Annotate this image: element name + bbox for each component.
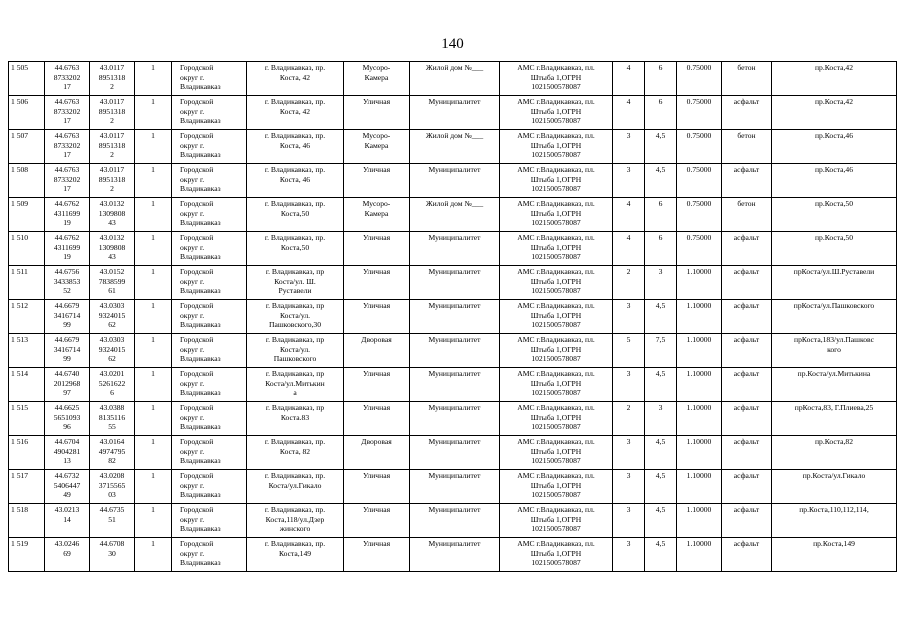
cell-operator: АМС г.Владикавказ, пл. Штыба 1,ОГРН 1021500578087 [500, 402, 613, 436]
cell-operator: АМС г.Владикавказ, пл. Штыба 1,ОГРН 1021500578087 [500, 130, 613, 164]
cell-latitude: 43.0246 69 [45, 538, 90, 572]
cell-container-count: 1 [135, 300, 172, 334]
cell-record-number: 1 519 [9, 538, 45, 572]
cell-container-count: 1 [135, 62, 172, 96]
cell-serviced-objects: пр.Коста,50 [772, 198, 897, 232]
cell-record-number: 1 518 [9, 504, 45, 538]
cell-surface: асфальт [722, 368, 772, 402]
cell-longitude: 43.0208 3715565 03 [90, 470, 135, 504]
cell-longitude: 43.0117 8951318 2 [90, 96, 135, 130]
cell-container-count: 1 [135, 164, 172, 198]
cell-operator: АМС г.Владикавказ, пл. Штыба 1,ОГРН 1021500578087 [500, 368, 613, 402]
cell-longitude: 43.0132 1309808 43 [90, 232, 135, 266]
cell-serviced-objects: прКоста/ул.Пашковского [772, 300, 897, 334]
cell-latitude: 44.6763 8733202 17 [45, 62, 90, 96]
table-row [9, 538, 897, 572]
cell-site-type: Уличная [344, 300, 410, 334]
cell-serviced-objects: пр.Коста,82 [772, 436, 897, 470]
table-row [9, 232, 897, 266]
cell-surface: асфальт [722, 232, 772, 266]
cell-container-volume: 1.10000 [677, 504, 722, 538]
cell-surface: бетон [722, 130, 772, 164]
cell-area-m2: 4 [613, 198, 645, 232]
cell-address: г. Владикавказ, пр. Коста, 82 [247, 436, 344, 470]
cell-area-m2: 2 [613, 402, 645, 436]
cell-site-type: Уличная [344, 402, 410, 436]
cell-operator: АМС г.Владикавказ, пл. Штыба 1,ОГРН 1021500578087 [500, 232, 613, 266]
cell-surface: асфальт [722, 538, 772, 572]
cell-volume-m3: 4,5 [645, 368, 677, 402]
cell-site-type: Уличная [344, 232, 410, 266]
cell-volume-m3: 7,5 [645, 334, 677, 368]
cell-owner-type: Жилой дом №___ [410, 198, 500, 232]
cell-record-number: 1 508 [9, 164, 45, 198]
cell-longitude: 43.0152 7838599 61 [90, 266, 135, 300]
cell-latitude: 44.6732 5406447 49 [45, 470, 90, 504]
cell-address: г. Владикавказ, пр. Коста, 46 [247, 130, 344, 164]
cell-serviced-objects: пр.Коста/ул.Митькина [772, 368, 897, 402]
cell-owner-type: Муниципалитет [410, 402, 500, 436]
cell-serviced-objects: пр.Коста,42 [772, 96, 897, 130]
cell-container-count: 1 [135, 96, 172, 130]
cell-address: г. Владикавказ, пр. Коста,118/ул.Дзер жинского [247, 504, 344, 538]
cell-district: Городской округ г. Владикавказ [172, 300, 247, 334]
cell-district: Городской округ г. Владикавказ [172, 368, 247, 402]
cell-serviced-objects: пр.Коста,42 [772, 62, 897, 96]
cell-latitude: 44.6763 8733202 17 [45, 130, 90, 164]
table-row [9, 300, 897, 334]
cell-container-count: 1 [135, 368, 172, 402]
cell-area-m2: 3 [613, 130, 645, 164]
cell-site-type: Уличная [344, 470, 410, 504]
cell-container-volume: 1.10000 [677, 300, 722, 334]
cell-latitude: 44.6762 4311699 19 [45, 232, 90, 266]
cell-container-volume: 1.10000 [677, 538, 722, 572]
cell-latitude: 44.6625 5651093 96 [45, 402, 90, 436]
cell-district: Городской округ г. Владикавказ [172, 232, 247, 266]
cell-district: Городской округ г. Владикавказ [172, 504, 247, 538]
cell-district: Городской округ г. Владикавказ [172, 334, 247, 368]
cell-container-volume: 1.10000 [677, 266, 722, 300]
cell-district: Городской округ г. Владикавказ [172, 62, 247, 96]
cell-longitude: 43.0164 4974795 82 [90, 436, 135, 470]
cell-area-m2: 3 [613, 164, 645, 198]
cell-volume-m3: 3 [645, 266, 677, 300]
cell-longitude: 43.0388 8135116 55 [90, 402, 135, 436]
cell-area-m2: 4 [613, 232, 645, 266]
table-row [9, 504, 897, 538]
cell-operator: АМС г.Владикавказ, пл. Штыба 1,ОГРН 1021500578087 [500, 62, 613, 96]
table-row [9, 334, 897, 368]
cell-longitude: 43.0132 1309808 43 [90, 198, 135, 232]
cell-owner-type: Муниципалитет [410, 266, 500, 300]
cell-owner-type: Муниципалитет [410, 538, 500, 572]
cell-surface: асфальт [722, 164, 772, 198]
cell-serviced-objects: пр.Коста,46 [772, 164, 897, 198]
table-row [9, 198, 897, 232]
cell-surface: асфальт [722, 300, 772, 334]
cell-container-volume: 1.10000 [677, 402, 722, 436]
cell-surface: асфальт [722, 470, 772, 504]
cell-container-volume: 0.75000 [677, 164, 722, 198]
table-row [9, 436, 897, 470]
table-row [9, 164, 897, 198]
table-row [9, 470, 897, 504]
cell-container-count: 1 [135, 538, 172, 572]
cell-serviced-objects: пр.Коста,50 [772, 232, 897, 266]
cell-site-type: Мусоро- Камера [344, 130, 410, 164]
cell-serviced-objects: прКоста,183/ул.Пашковс кого [772, 334, 897, 368]
cell-operator: АМС г.Владикавказ, пл. Штыба 1,ОГРН 1021500578087 [500, 300, 613, 334]
cell-record-number: 1 516 [9, 436, 45, 470]
table-row [9, 402, 897, 436]
table-row [9, 130, 897, 164]
cell-record-number: 1 512 [9, 300, 45, 334]
cell-area-m2: 3 [613, 300, 645, 334]
cell-container-volume: 1.10000 [677, 368, 722, 402]
cell-longitude: 43.0303 9324015 62 [90, 300, 135, 334]
cell-container-count: 1 [135, 402, 172, 436]
cell-volume-m3: 4,5 [645, 300, 677, 334]
page-number: 140 [441, 36, 464, 52]
cell-serviced-objects: пр.Коста/ул.Гикало [772, 470, 897, 504]
cell-serviced-objects: пр.Коста,110,112,114, [772, 504, 897, 538]
cell-record-number: 1 506 [9, 96, 45, 130]
cell-surface: асфальт [722, 504, 772, 538]
cell-record-number: 1 509 [9, 198, 45, 232]
cell-container-volume: 0.75000 [677, 130, 722, 164]
cell-site-type: Уличная [344, 368, 410, 402]
cell-record-number: 1 515 [9, 402, 45, 436]
cell-serviced-objects: прКоста/ул.Ш.Руставели [772, 266, 897, 300]
cell-address: г. Владикавказ, пр. Коста, 42 [247, 62, 344, 96]
cell-volume-m3: 6 [645, 96, 677, 130]
cell-surface: асфальт [722, 436, 772, 470]
cell-address: г. Владикавказ, пр Коста.83 [247, 402, 344, 436]
cell-site-type: Дворовая [344, 436, 410, 470]
cell-serviced-objects: пр.Коста,149 [772, 538, 897, 572]
cell-operator: АМС г.Владикавказ, пл. Штыба 1,ОГРН 1021500578087 [500, 96, 613, 130]
cell-operator: АМС г.Владикавказ, пл. Штыба 1,ОГРН 1021500578087 [500, 334, 613, 368]
cell-container-volume: 0.75000 [677, 232, 722, 266]
cell-container-volume: 0.75000 [677, 198, 722, 232]
cell-operator: АМС г.Владикавказ, пл. Штыба 1,ОГРН 1021500578087 [500, 198, 613, 232]
cell-container-count: 1 [135, 334, 172, 368]
cell-owner-type: Муниципалитет [410, 470, 500, 504]
cell-address: г. Владикавказ, пр. Коста,50 [247, 232, 344, 266]
cell-container-count: 1 [135, 436, 172, 470]
cell-record-number: 1 514 [9, 368, 45, 402]
cell-district: Городской округ г. Владикавказ [172, 436, 247, 470]
cell-operator: АМС г.Владикавказ, пл. Штыба 1,ОГРН 1021500578087 [500, 470, 613, 504]
cell-container-count: 1 [135, 504, 172, 538]
cell-area-m2: 3 [613, 436, 645, 470]
cell-district: Городской округ г. Владикавказ [172, 266, 247, 300]
cell-record-number: 1 507 [9, 130, 45, 164]
cell-owner-type: Муниципалитет [410, 300, 500, 334]
cell-area-m2: 3 [613, 504, 645, 538]
cell-latitude: 44.6679 3416714 99 [45, 300, 90, 334]
cell-area-m2: 2 [613, 266, 645, 300]
cell-latitude: 44.6762 4311699 19 [45, 198, 90, 232]
cell-owner-type: Муниципалитет [410, 334, 500, 368]
cell-address: г. Владикавказ, пр. Коста,149 [247, 538, 344, 572]
cell-record-number: 1 513 [9, 334, 45, 368]
cell-area-m2: 3 [613, 368, 645, 402]
table-row [9, 266, 897, 300]
cell-longitude: 44.6708 30 [90, 538, 135, 572]
cell-site-type: Уличная [344, 538, 410, 572]
cell-record-number: 1 510 [9, 232, 45, 266]
cell-longitude: 43.0117 8951318 2 [90, 62, 135, 96]
cell-latitude: 44.6756 3433853 52 [45, 266, 90, 300]
cell-district: Городской округ г. Владикавказ [172, 470, 247, 504]
cell-area-m2: 3 [613, 538, 645, 572]
cell-owner-type: Муниципалитет [410, 436, 500, 470]
cell-volume-m3: 6 [645, 198, 677, 232]
cell-area-m2: 3 [613, 470, 645, 504]
cell-record-number: 1 517 [9, 470, 45, 504]
cell-site-type: Мусоро- Камера [344, 62, 410, 96]
cell-operator: АМС г.Владикавказ, пл. Штыба 1,ОГРН 1021500578087 [500, 538, 613, 572]
cell-latitude: 44.6763 8733202 17 [45, 96, 90, 130]
cell-volume-m3: 4,5 [645, 470, 677, 504]
cell-volume-m3: 6 [645, 62, 677, 96]
cell-container-count: 1 [135, 232, 172, 266]
cell-address: г. Владикавказ, пр Коста/ул.Митькин а [247, 368, 344, 402]
cell-site-type: Дворовая [344, 334, 410, 368]
cell-volume-m3: 4,5 [645, 164, 677, 198]
cell-longitude: 43.0117 8951318 2 [90, 130, 135, 164]
cell-owner-type: Муниципалитет [410, 96, 500, 130]
cell-owner-type: Муниципалитет [410, 368, 500, 402]
cell-district: Городской округ г. Владикавказ [172, 96, 247, 130]
cell-record-number: 1 511 [9, 266, 45, 300]
table-body [9, 62, 897, 572]
cell-latitude: 43.0213 14 [45, 504, 90, 538]
cell-site-type: Мусоро- Камера [344, 198, 410, 232]
cell-surface: бетон [722, 198, 772, 232]
table-row [9, 62, 897, 96]
cell-volume-m3: 6 [645, 232, 677, 266]
cell-site-type: Уличная [344, 164, 410, 198]
cell-volume-m3: 4,5 [645, 130, 677, 164]
cell-address: г. Владикавказ, пр. Коста, 42 [247, 96, 344, 130]
cell-operator: АМС г.Владикавказ, пл. Штыба 1,ОГРН 1021500578087 [500, 164, 613, 198]
cell-surface: асфальт [722, 266, 772, 300]
cell-container-volume: 0.75000 [677, 62, 722, 96]
cell-address: г. Владикавказ, пр. Коста, 46 [247, 164, 344, 198]
cell-container-volume: 1.10000 [677, 470, 722, 504]
cell-site-type: Уличная [344, 96, 410, 130]
cell-owner-type: Жилой дом №___ [410, 62, 500, 96]
cell-latitude: 44.6679 3416714 99 [45, 334, 90, 368]
cell-site-type: Уличная [344, 266, 410, 300]
cell-volume-m3: 4,5 [645, 436, 677, 470]
cell-latitude: 44.6704 4904281 13 [45, 436, 90, 470]
cell-address: г. Владикавказ, пр. Коста,50 [247, 198, 344, 232]
cell-area-m2: 4 [613, 96, 645, 130]
cell-container-volume: 0.75000 [677, 96, 722, 130]
cell-volume-m3: 3 [645, 402, 677, 436]
cell-container-volume: 1.10000 [677, 436, 722, 470]
cell-site-type: Уличная [344, 504, 410, 538]
cell-operator: АМС г.Владикавказ, пл. Штыба 1,ОГРН 1021500578087 [500, 436, 613, 470]
cell-container-count: 1 [135, 130, 172, 164]
cell-address: г. Владикавказ, пр. Коста/ул.Гикало [247, 470, 344, 504]
cell-serviced-objects: пр.Коста,46 [772, 130, 897, 164]
cell-surface: асфальт [722, 96, 772, 130]
cell-longitude: 44.6735 51 [90, 504, 135, 538]
table-row [9, 96, 897, 130]
cell-container-count: 1 [135, 470, 172, 504]
cell-owner-type: Муниципалитет [410, 504, 500, 538]
cell-operator: АМС г.Владикавказ, пл. Штыба 1,ОГРН 1021500578087 [500, 266, 613, 300]
cell-district: Городской округ г. Владикавказ [172, 164, 247, 198]
cell-container-count: 1 [135, 266, 172, 300]
cell-longitude: 43.0303 9324015 62 [90, 334, 135, 368]
container-site-registry-table [8, 61, 897, 572]
cell-container-count: 1 [135, 198, 172, 232]
cell-record-number: 1 505 [9, 62, 45, 96]
cell-district: Городской округ г. Владикавказ [172, 198, 247, 232]
cell-district: Городской округ г. Владикавказ [172, 130, 247, 164]
cell-address: г. Владикавказ, пр Коста/ул. Ш. Руставели [247, 266, 344, 300]
cell-district: Городской округ г. Владикавказ [172, 402, 247, 436]
cell-longitude: 43.0201 5261622 6 [90, 368, 135, 402]
cell-surface: бетон [722, 62, 772, 96]
cell-latitude: 44.6763 8733202 17 [45, 164, 90, 198]
cell-owner-type: Муниципалитет [410, 164, 500, 198]
cell-operator: АМС г.Владикавказ, пл. Штыба 1,ОГРН 1021500578087 [500, 504, 613, 538]
cell-address: г. Владикавказ, пр Коста/ул. Пашковского [247, 334, 344, 368]
cell-volume-m3: 4,5 [645, 504, 677, 538]
cell-volume-m3: 4,5 [645, 538, 677, 572]
cell-address: г. Владикавказ, пр Коста/ул. Пашковского,30 [247, 300, 344, 334]
cell-surface: асфальт [722, 402, 772, 436]
cell-longitude: 43.0117 8951318 2 [90, 164, 135, 198]
cell-surface: асфальт [722, 334, 772, 368]
cell-area-m2: 4 [613, 62, 645, 96]
cell-serviced-objects: прКоста,83, Г.Плиева,25 [772, 402, 897, 436]
cell-area-m2: 5 [613, 334, 645, 368]
cell-latitude: 44.6740 2012968 97 [45, 368, 90, 402]
cell-district: Городской округ г. Владикавказ [172, 538, 247, 572]
cell-container-volume: 1.10000 [677, 334, 722, 368]
cell-owner-type: Муниципалитет [410, 232, 500, 266]
table-row [9, 368, 897, 402]
cell-owner-type: Жилой дом №___ [410, 130, 500, 164]
